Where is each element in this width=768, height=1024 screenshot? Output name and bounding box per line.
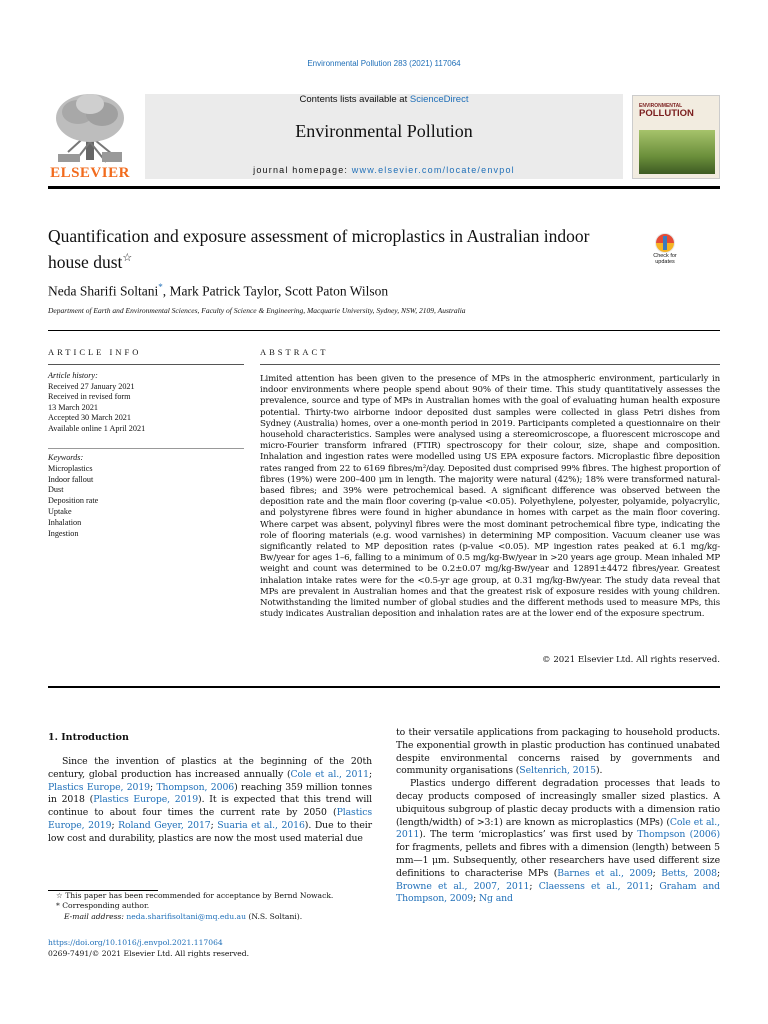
intro-heading: 1. Introduction (48, 732, 129, 743)
body-text: ) reaching 359 million tonnes in 2018 ( (48, 781, 372, 806)
body-text: ; (529, 880, 539, 892)
history-item: Available online 1 April 2021 (48, 423, 146, 433)
sciencedirect-link[interactable]: ScienceDirect (409, 94, 469, 105)
body-text: ; (650, 880, 660, 892)
keywords-label: Keywords: (48, 453, 84, 462)
footnotes (48, 891, 372, 922)
section-rule-bottom (48, 686, 720, 688)
keyword: Ingestion (48, 528, 79, 538)
journal-cover[interactable] (632, 95, 720, 179)
corresponding-mark[interactable]: * (158, 282, 163, 292)
body-text: to their versatile applications from packaging to household products. The exponential growth in plastic production has continued unabated despite environmental concerns raised by governments and community organisations ( (396, 727, 720, 777)
homepage-line (145, 165, 623, 175)
affiliation: Department of Earth and Environmental Sciences, Faculty of Science & Engineering, Macquarie University, Sydney, NSW, 2109, Australia (48, 306, 466, 315)
body-text: ). (595, 765, 603, 777)
citation-link[interactable]: Seltenrich, 2015 (519, 765, 596, 777)
other-authors: , Mark Patrick Taylor, Scott Paton Wilson (162, 283, 389, 299)
citation-link[interactable]: Roland Geyer, 2017 (118, 819, 211, 831)
citation-link[interactable]: Graham and Thompson, 2009 (396, 880, 720, 905)
history-item: Received 27 January 2021 (48, 381, 135, 391)
footnote-email (48, 912, 372, 922)
contents-line (145, 94, 623, 105)
homepage-prefix: journal homepage: (253, 165, 352, 175)
body-text: ; (368, 768, 372, 780)
body-text: ; (716, 867, 721, 879)
body-text: ; (652, 867, 662, 879)
fn-text: This paper has been recommended for acceptance by Bernd Nowack. (62, 891, 334, 900)
intro-left-column (48, 756, 372, 846)
homepage-link[interactable]: www.elsevier.com/locate/envpol (351, 165, 515, 175)
citation-link[interactable]: Claessens et al., 2011 (538, 880, 650, 892)
cover-title (639, 104, 715, 119)
article-history (48, 371, 244, 434)
body-text: for fragments, pellets and fibres with a dimension (length) between 5 mm—1 μm. Subsequently, other researchers have used different size definitions to characterise MPs ( (396, 842, 720, 879)
history-item: Accepted 30 March 2021 (48, 413, 131, 422)
history-item: Received in revised form (48, 392, 131, 401)
crossmark-label: Check for updates (653, 253, 677, 265)
fn-mark: ☆ (56, 891, 63, 900)
citation-link[interactable]: Environmental Pollution 283 (2021) 117064 (307, 59, 461, 68)
body-text: ; (210, 819, 218, 831)
citation-link[interactable]: Plastics Europe, 2019 (93, 794, 199, 806)
author-list (48, 281, 388, 300)
header-rule (48, 186, 720, 189)
body-text: ; (150, 781, 157, 793)
abstract-copyright: © 2021 Elsevier Ltd. All rights reserved. (542, 655, 720, 665)
intro-paragraph (396, 727, 720, 778)
journal-title: Environmental Pollution (295, 121, 473, 141)
cover-image (639, 130, 715, 174)
citation-link[interactable]: Browne et al., 2007, 2011 (396, 880, 530, 892)
keywords (48, 453, 244, 539)
body-text: ). It is expected that this trend will continue to about four times the current rate by 2050 ( (48, 794, 372, 819)
abstract-rule (260, 364, 720, 365)
cover-line2: POLLUTION (639, 108, 694, 119)
section-rule (48, 330, 720, 331)
keyword: Microplastics (48, 463, 93, 473)
crossmark-badge-icon (647, 232, 683, 254)
fn-text: Corresponding author. (59, 901, 150, 911)
keyword: Deposition rate (48, 496, 99, 506)
footnote-corresponding (48, 901, 372, 911)
first-author: Neda Sharifi Soltani (48, 283, 159, 299)
email-link[interactable]: neda.sharifisoltani@mq.edu.au (126, 911, 246, 921)
intro-right-column (396, 727, 720, 906)
citation-link[interactable]: Cole et al., 2011 (290, 768, 369, 780)
email-label: E-mail address: (64, 911, 127, 921)
body-text: Plastics undergo different degradation processes that leads to decay products composed of increasingly smaller sized plastics. A ubiquitous subgroup of plastic decay products with a dimension ratio (length/width) of >3:1) are known as microplastics (MPs) ( (396, 778, 720, 828)
citation-link[interactable]: Betts, 2008 (661, 867, 717, 879)
title-text: Quantification and exposure assessment of microplastics in Australian indoor house dust (48, 226, 590, 272)
body-text: ). Due to their low cost and durability, plastics are now the most used material due (48, 819, 373, 844)
email-suffix: (N.S. Soltani). (245, 911, 303, 921)
doi-text[interactable]: https://doi.org/10.1016/j.envpol.2021.117064 (48, 938, 223, 947)
keyword: Dust (48, 485, 64, 495)
citation-link[interactable]: Cole et al., 2011 (396, 816, 721, 841)
journal-citation[interactable] (0, 59, 768, 68)
journal-masthead (145, 94, 623, 179)
keyword: Indoor fallout (48, 474, 94, 484)
citation-link[interactable]: Thompson (2006) (637, 829, 720, 841)
intro-paragraph (396, 778, 720, 906)
issn-line: 0269-7491/© 2021 Elsevier Ltd. All rights reserved. (48, 949, 250, 958)
keyword: Inhalation (48, 517, 82, 527)
article-info-heading: ARTICLE INFO (48, 347, 142, 357)
citation-link[interactable]: Ng and (478, 893, 513, 905)
history-label: Article history: (48, 371, 98, 380)
keywords-rule (48, 448, 244, 449)
doi-link[interactable] (48, 938, 223, 947)
body-text: ; (473, 893, 479, 905)
keyword: Uptake (48, 506, 72, 516)
citation-link[interactable]: Suaria et al., 2016 (217, 819, 305, 831)
cover-line1: ENVIRONMENTAL (639, 103, 683, 109)
fn-mark: * (56, 901, 60, 911)
history-item: 13 March 2021 (48, 402, 99, 412)
paper-title (48, 226, 628, 273)
publisher-name: ELSEVIER (50, 165, 130, 181)
citation-link[interactable]: Barnes et al., 2009 (557, 867, 653, 879)
body-text: ). The term ‘microplastics’ was first used by (419, 829, 638, 841)
abstract-text: Limited attention has been given to the presence of MPs in the atmospheric environment, particularly in indoor environments where people spend about 90% of their time. This study quantitatively assesses the prevalence, source and type of MPs in Australian homes with the goal of evaluating human health exposure potential. Thirty-two airborne indoor deposited dust samples were collected in glass Petri dishes from Sydney (Australia) homes, over a one-month period in 2019. Participants completed a questionnaire on their household characteristics. Samples were analysed using a stereomicroscope, a fluorescent microscope and micro-Fourier transform infrared (FTIR) spectroscopy for their colour, size, shape and composition. Inhalation and ingestion rates were modelled using US EPA exposure factors. Microplastic fibre deposition rates ranged from 22 to 6169 fibres/m²/day. Deposited dust comprised 99% fibres. The highest proportion of fibres (19%) were 200–400 μm in length. The majority were natural (42%); 18% were transformed natural-based fibres; and 39% were petrochemical based. A significant difference was observed between the deposition rate and the main floor covering (p-value <0.05). Polyethylene, polyester, polyamide, polyacrylic, and polystyrene fibres were found in higher abundance in homes with carpet as the main floor covering. Where carpet was absent, polyvinyl fibres were the most dominant petrochemical fibre type, indicating the role of flooring materials (e.g. wood varnishes) in determining MP composition. Vacuum cleaner use was significantly related to MP deposition rates (p-value <0.05). MP ingestion rates peaked at 6.1 mg/kg-Bw/year for ages 1–6, falling to a minimum of 0.5 mg/kg-Bw/year in >20 years age group. Mean inhaled MP weight and count was determined to be 0.2±0.07 mg/kg-Bw/year and 12891±4472 fibres/year. Greatest inhalation intake rates were for the <0.5-yr age group, at 0.31 mg/kg-Bw/year. The study data reveal that MPs are prevalent in Australian homes and that the greatest risk of exposure resides with young children. Notwithstanding the limited number of global studies and the different methods used to measure MPs, this study indicates Australian deposition and inhalation rates are at the lower end of the exposure spectrum. (260, 374, 720, 620)
footnote-acceptance (48, 891, 372, 901)
citation-link[interactable]: Plastics Europe, 2019 (48, 781, 151, 793)
tree-icon (48, 90, 132, 166)
title-star[interactable]: ☆ (122, 252, 133, 264)
contents-prefix: Contents lists available at (299, 94, 410, 105)
info-rule (48, 364, 244, 365)
citation-link[interactable]: Thompson, 2006 (156, 781, 235, 793)
citation-link[interactable]: Plastics Europe, 2019 (48, 807, 372, 831)
abstract-heading: ABSTRACT (260, 347, 329, 357)
body-text: ; (111, 819, 119, 831)
elsevier-logo (48, 90, 132, 182)
body-text: Since the invention of plastics at the beginning of the 20th century, global production has increased annually ( (48, 756, 372, 780)
